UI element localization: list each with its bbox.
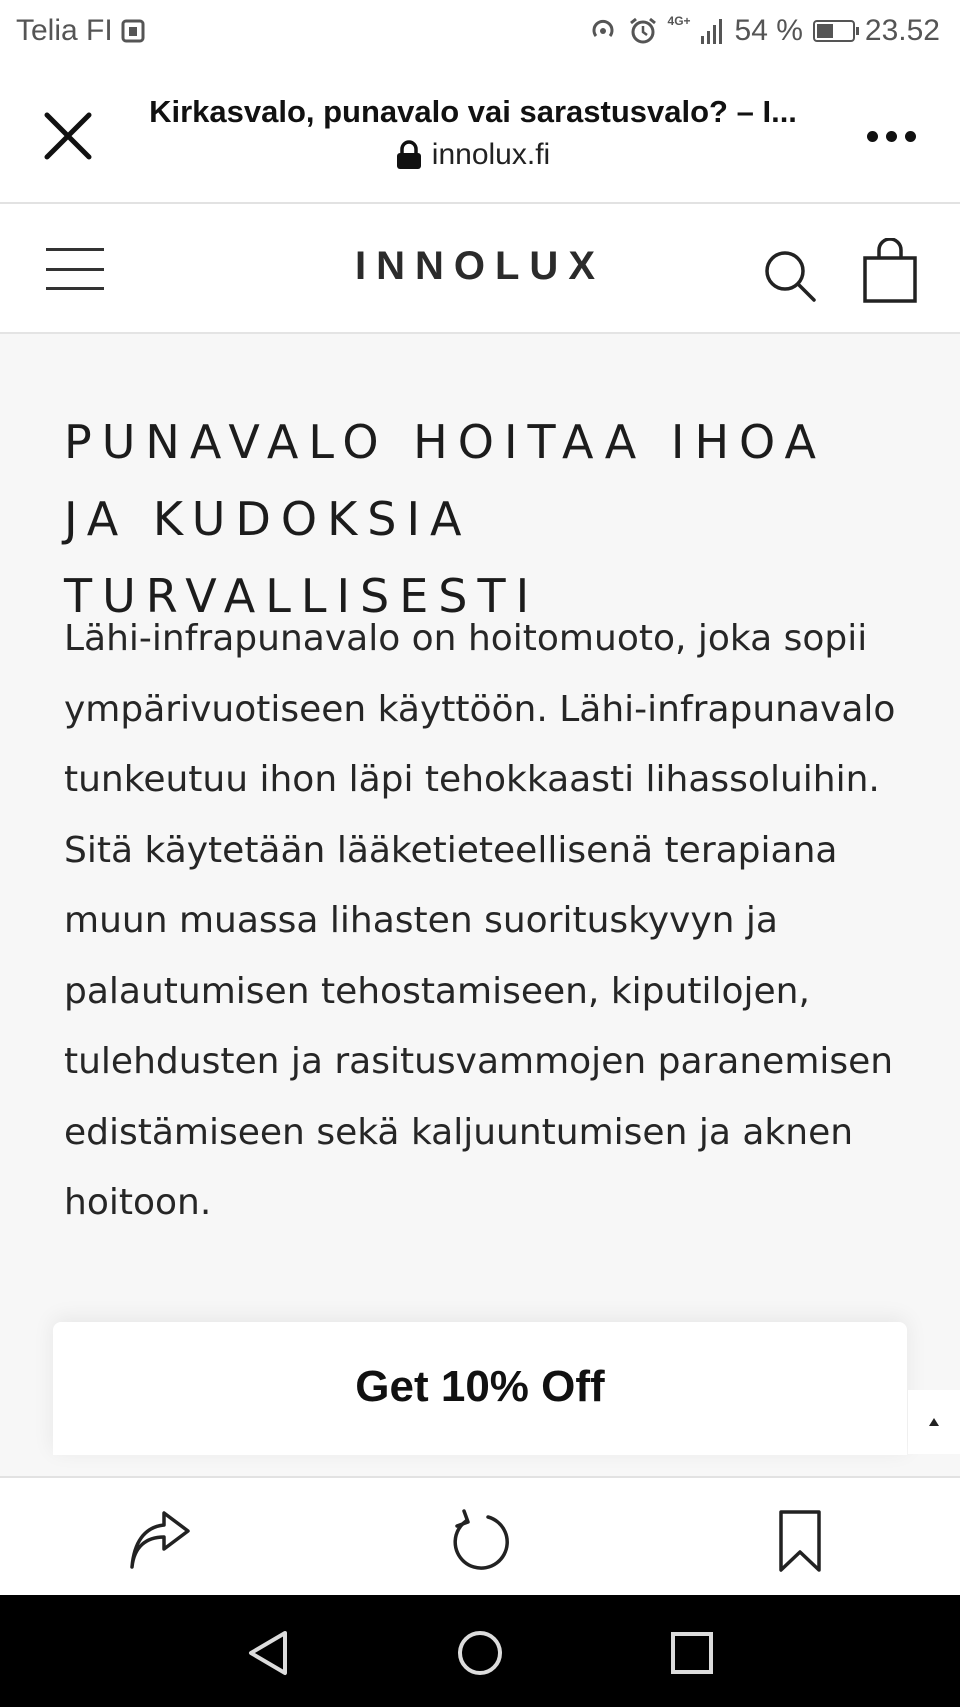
article-body: Lähi-infrapunavalo on hoitomuoto, joka sopii ympärivuotiseen käyttöön. Lähi-infrapunavalo tunkeutuu ihon läpi tehokkaasti lihassoluihin. Sitä käytetään lääketieteellisenä terapiana muun muassa lihasten suorituskyvyn ja palautumisen tehostamiseen, kiputilojen, tulehdusten ja rasitusvammojen paranemisen edistämiseen sekä kaljuuntumisen ja aknen hoitoon.	[64, 618, 896, 1223]
browser-bottom-toolbar	[0, 1476, 960, 1596]
home-icon	[456, 1629, 504, 1677]
recents-button[interactable]	[664, 1625, 720, 1681]
battery-icon	[813, 20, 855, 42]
site-header	[0, 204, 960, 334]
home-button[interactable]	[452, 1625, 508, 1681]
site-logo[interactable]: INNOLUX	[355, 244, 605, 288]
status-icons	[588, 14, 940, 48]
back-button[interactable]	[240, 1625, 296, 1681]
signal-icon	[701, 18, 725, 44]
reload-icon	[448, 1509, 512, 1573]
alarm-icon	[628, 16, 658, 46]
url-text: innolux.fi	[431, 138, 551, 171]
share-button[interactable]	[125, 1506, 195, 1576]
bookmark-button[interactable]	[765, 1506, 835, 1576]
network-type: 4G+	[667, 14, 691, 28]
menu-button[interactable]	[46, 248, 104, 290]
browser-toolbar	[0, 68, 960, 204]
hamburger-icon	[46, 248, 104, 251]
search-button[interactable]	[762, 248, 818, 304]
more-icon-dot	[886, 131, 897, 142]
arrow-up-icon	[928, 1417, 940, 1427]
cart-button[interactable]	[862, 238, 918, 304]
article-heading: PUNAVALO HOITAA IHOA JA KUDOKSIA TURVALLISESTI	[64, 415, 826, 623]
status-bar	[0, 0, 960, 68]
sim-icon	[121, 19, 145, 43]
share-icon	[128, 1511, 192, 1571]
scroll-to-top-button[interactable]	[908, 1390, 960, 1454]
more-icon	[867, 131, 878, 142]
close-icon	[43, 111, 93, 161]
bookmark-icon	[776, 1508, 824, 1574]
lock-icon	[396, 140, 422, 170]
close-tab-button[interactable]	[38, 106, 98, 166]
hamburger-icon-line	[46, 287, 104, 290]
battery-fill	[817, 24, 834, 38]
carrier-group	[16, 14, 145, 48]
carrier-name: Telia FI	[16, 14, 113, 47]
hotspot-icon	[588, 16, 618, 46]
hamburger-icon-line	[46, 268, 104, 271]
url-bar[interactable]	[128, 138, 818, 172]
more-icon-dot	[905, 131, 916, 142]
discount-label: Get 10% Off	[355, 1362, 605, 1411]
search-icon	[762, 248, 818, 304]
more-options-button[interactable]	[856, 118, 926, 154]
shopping-bag-icon	[862, 238, 918, 304]
reload-button[interactable]	[445, 1506, 515, 1576]
battery-percent: 54 %	[734, 14, 803, 47]
article-content	[0, 334, 960, 1454]
back-icon	[245, 1629, 291, 1677]
clock: 23.52	[864, 14, 940, 47]
system-navigation-bar	[0, 1595, 960, 1707]
browser-page-title: Kirkasvalo, punavalo vai sarastusvalo? – I...	[149, 94, 797, 129]
discount-popup-button[interactable]	[53, 1322, 907, 1455]
recents-icon	[670, 1631, 714, 1675]
